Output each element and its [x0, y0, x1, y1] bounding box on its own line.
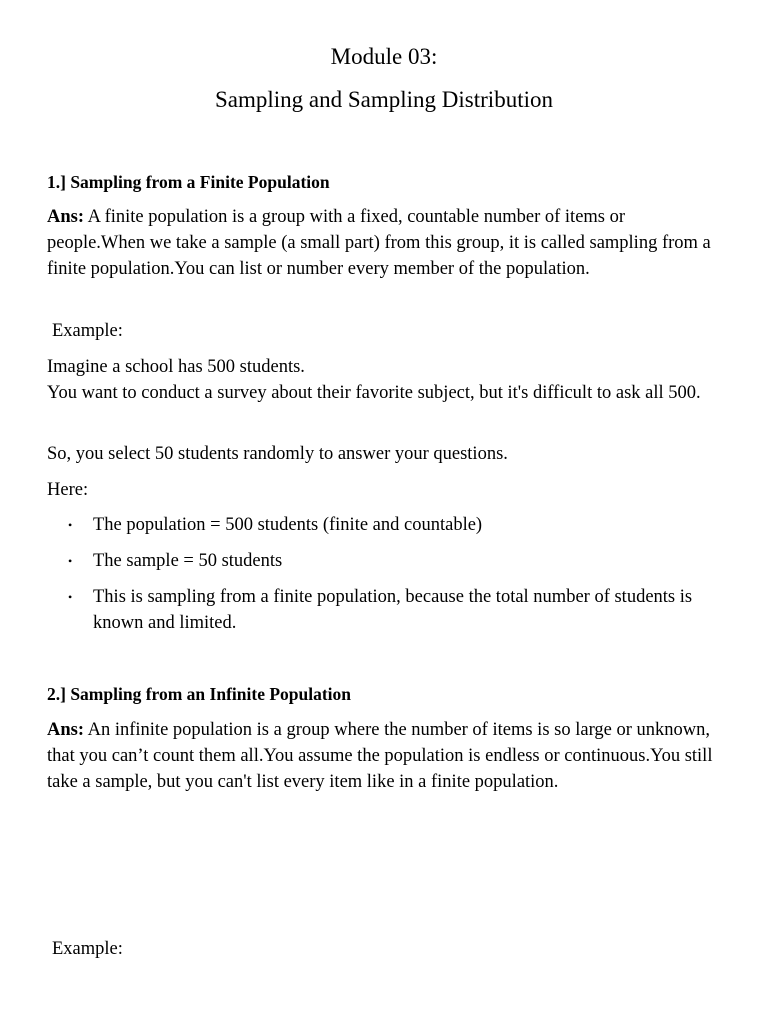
- section1-bullet-list: [47, 512, 719, 636]
- bullet-icon: •: [68, 554, 73, 568]
- bullet-icon: •: [68, 590, 73, 604]
- section1-example-line1: Imagine a school has 500 students.: [47, 357, 305, 377]
- section1-ans-text: A finite population is a group with a fixed, countable number of items or people.When we take a sample (a small part) from this group, it is called sampling from a finite population.You can list or number every member of the population.: [47, 207, 711, 279]
- section2-ans-label: Ans:: [47, 720, 85, 740]
- section2-ans-text: An infinite population is a group where the number of items is so large or unknown, that you can’t count them all.You assume the population is endless or continuous.You still take a sample, but you can't list every item like in a finite population.: [47, 720, 713, 792]
- section1-here-label: Here:: [47, 480, 89, 500]
- section2-answer: [47, 717, 719, 795]
- section1-heading: 1.] Sampling from a Finite Population: [47, 172, 330, 192]
- section1-ans-label: Ans:: [47, 207, 85, 227]
- list-item: [47, 548, 719, 574]
- bullet-text: This is sampling from a finite population, because the total number of students is known and limited.: [93, 587, 693, 633]
- bullet-icon: •: [68, 518, 73, 532]
- section2-example-label: Example:: [52, 939, 123, 959]
- section1-answer: [47, 204, 719, 282]
- module-subtitle: Sampling and Sampling Distribution: [215, 87, 553, 112]
- bullet-text: The population = 500 students (finite and countable): [93, 515, 483, 535]
- section1-example-label: Example:: [52, 321, 123, 341]
- section2-heading: 2.] Sampling from an Infinite Population: [47, 684, 352, 704]
- section1-example-line2: You want to conduct a survey about their favorite subject, but it's difficult to ask all 500.: [47, 383, 701, 403]
- list-item: [47, 512, 719, 538]
- bullet-text: The sample = 50 students: [93, 551, 283, 571]
- section1-example-line3: So, you select 50 students randomly to answer your questions.: [47, 444, 508, 464]
- list-item: [47, 584, 719, 636]
- section1-example-paragraph: [47, 354, 719, 406]
- module-title: Module 03:: [330, 44, 438, 69]
